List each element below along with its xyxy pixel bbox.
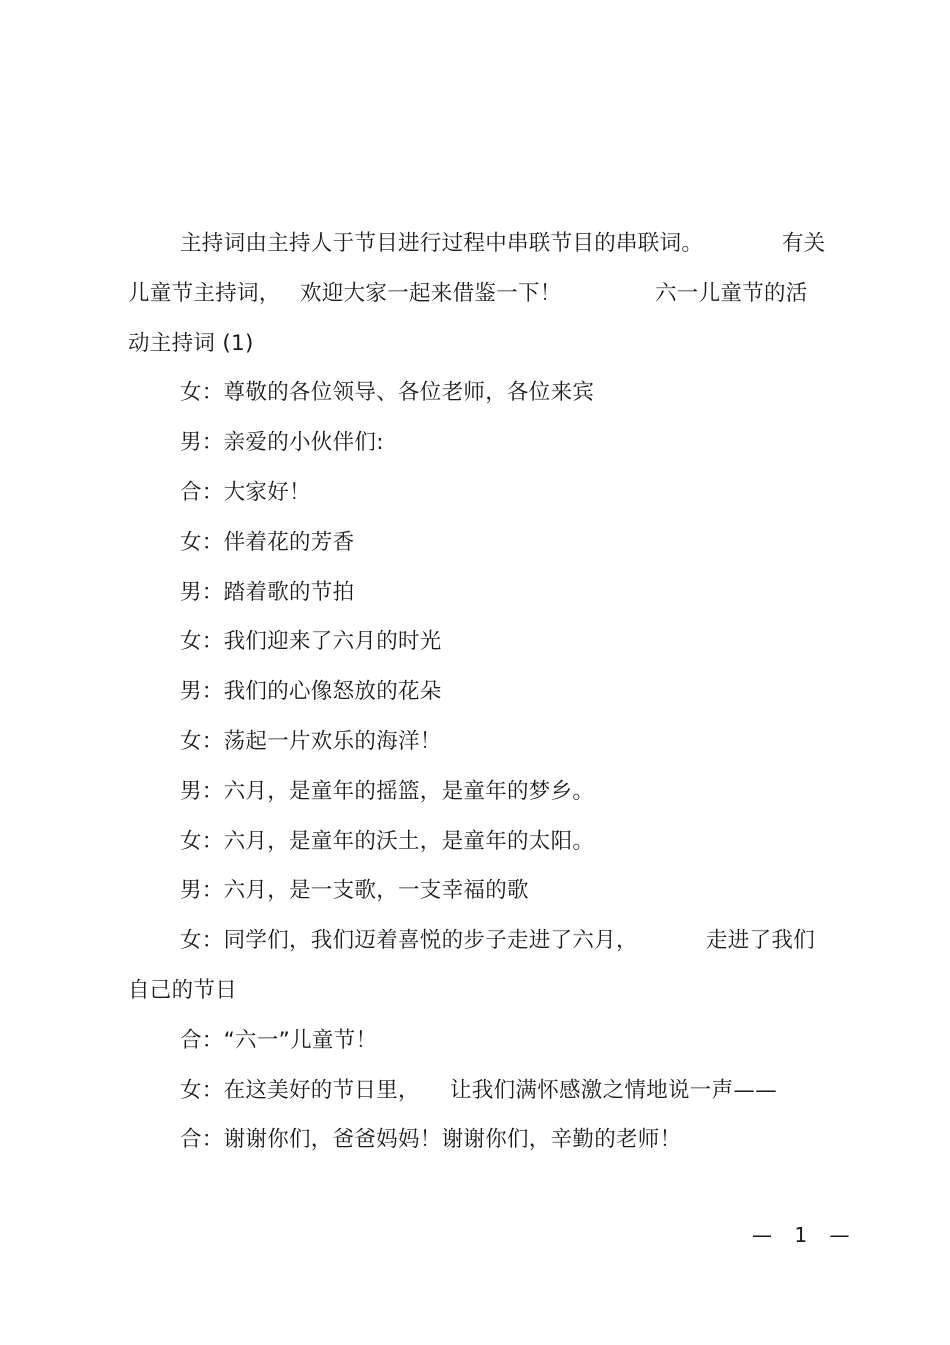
dialogue-text: 男：我们的心像怒放的花朵	[180, 679, 442, 704]
dialogue-line	[0, 627, 950, 657]
dialogue-text: 合：谢谢你们，爸爸妈妈！谢谢你们，辛勤的老师！	[180, 1127, 682, 1152]
dialogue-text: 女：六月，是童年的沃土，是童年的太阳。	[180, 829, 595, 854]
dialogue-line	[0, 926, 950, 956]
intro-text: 主持词由主持人于节目进行过程中串联节目的串联词。	[180, 231, 704, 256]
intro-text: 欢迎大家一起来借鉴一下！	[300, 281, 562, 306]
dialogue-line	[0, 727, 950, 757]
dialogue-line	[0, 827, 950, 857]
dialogue-line	[0, 976, 950, 1006]
dialogue-text: 男：六月，是童年的摇篮，是童年的梦乡。	[180, 779, 595, 804]
dialogue-line	[0, 1125, 950, 1155]
intro-line-3	[0, 329, 950, 359]
dialogue-line	[0, 677, 950, 707]
dialogue-line	[0, 428, 950, 458]
dialogue-text: 合：大家好！	[180, 480, 311, 505]
intro-text: 有关	[782, 231, 826, 256]
dialogue-text: 女：伴着花的芳香	[180, 530, 355, 555]
dialogue-text: 女：我们迎来了六月的时光	[180, 629, 442, 654]
intro-text: 儿童节主持词，	[128, 281, 281, 306]
dialogue-text: 女：荡起一片欢乐的海洋！	[180, 729, 442, 754]
dialogue-text: 女：在这美好的节日里，	[180, 1078, 420, 1103]
dialogue-text: 让我们满怀感激之情地说一声——	[450, 1078, 778, 1103]
dialogue-text: 男：踏着歌的节拍	[180, 580, 355, 605]
intro-text: 六一儿童节的活	[655, 281, 808, 306]
dialogue-line	[0, 478, 950, 508]
dialogue-line	[0, 1026, 950, 1056]
dialogue-line	[0, 378, 950, 408]
dialogue-line	[0, 876, 950, 906]
page-number: — 1 —	[752, 1223, 858, 1247]
dialogue-line	[0, 777, 950, 807]
dialogue-text: 合：“六一”儿童节！	[180, 1028, 378, 1053]
dialogue-text: 女：同学们，我们迈着喜悦的步子走进了六月，	[180, 928, 638, 953]
dialogue-line	[0, 528, 950, 558]
dialogue-line	[0, 578, 950, 608]
dialogue-text: 男：六月，是一支歌，一支幸福的歌	[180, 878, 529, 903]
intro-text: 动主持词 (1)	[128, 331, 254, 356]
dialogue-text: 自己的节日	[128, 978, 238, 1003]
dialogue-line	[0, 1076, 950, 1106]
dialogue-text: 男：亲爱的小伙伴们:	[180, 430, 384, 455]
intro-line-2	[0, 279, 950, 309]
intro-line-1	[0, 229, 950, 259]
dialogue-text: 走进了我们	[706, 928, 816, 953]
dialogue-text: 女：尊敬的各位领导、各位老师，各位来宾	[180, 380, 595, 405]
